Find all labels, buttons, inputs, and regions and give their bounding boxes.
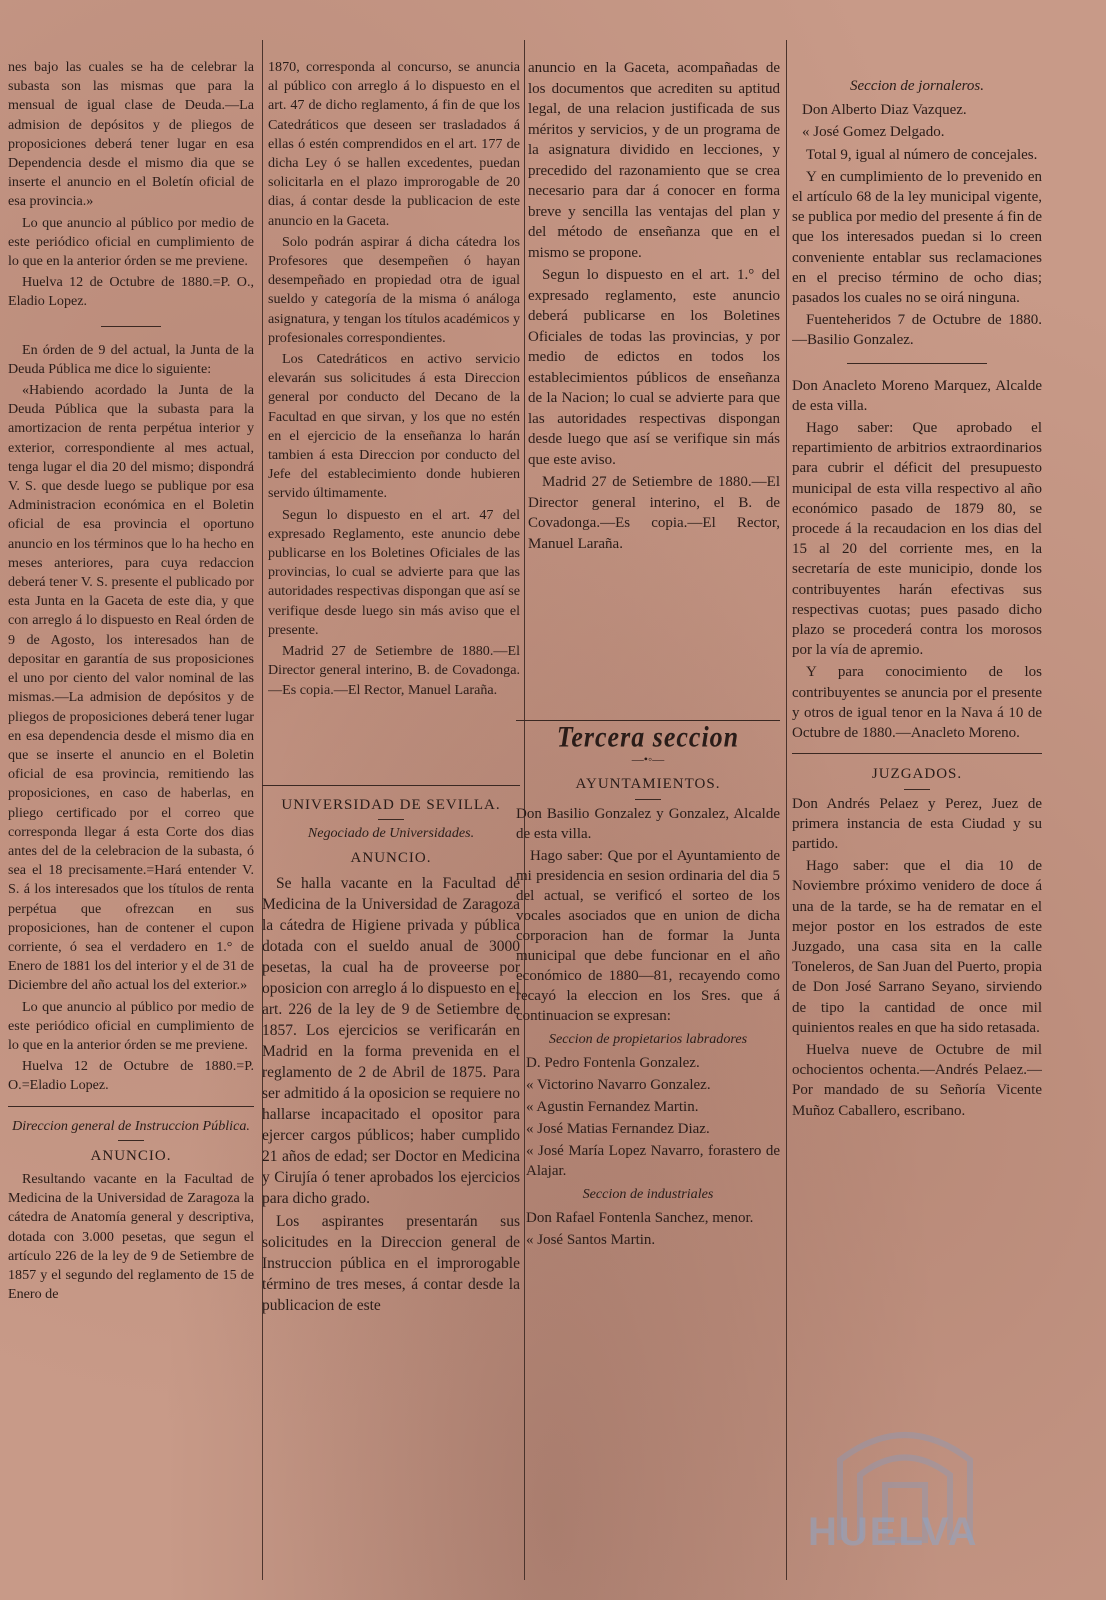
juzgados-heading: JUZGADOS. xyxy=(871,766,963,783)
col2-paragraph: Los aspirantes presentarán sus solicitudes en la Direccion general de Instruccion pública en el improrogable término de tres meses, á contar desde la publicacion de este xyxy=(262,1212,520,1314)
col1-paragraph: Resultando vacante en la Facultad de Medicina de la Universidad de Zaragoza la cátedra de Anatomía general y descriptiva, dotada con 3.000 pesetas, que segun el artículo 226 de la ley de 9 de Setiembre de 1857 y el segundo del reglamento de 15 de Enero de xyxy=(8,1170,254,1303)
col3-paragraph: Don Basilio Gonzalez y Gonzalez, Alcalde de esta villa. xyxy=(516,805,780,842)
col4-paragraph: Don Anacleto Moreno Marquez, Alcalde de esta villa. xyxy=(792,377,1042,414)
list-item: « Agustin Fernandez Martin. xyxy=(526,1098,699,1115)
anuncio-heading: ANUNCIO. xyxy=(90,1147,172,1164)
column-4 xyxy=(792,58,1042,1538)
short-divider xyxy=(635,799,661,800)
divider xyxy=(847,363,987,364)
col4-paragraph: Hago saber: Que aprobado el repartimiento de arbitrios extraordinarios para cubrir el déficit del presupuesto municipal de esta villa respectivo al año económico pasado de 1879 80, se procede á la recaudacion en los dias del 15 al 20 del corriente mes, en la secretaría de este municipio, donde los contribuyentes harán efectivas sus respectivas cuotas; pues pasado dicho plazo se procederá contra los morosos por la vía de apremio. xyxy=(792,420,1042,659)
negociado-heading: Negociado de Universidades. xyxy=(307,825,475,842)
column-3-top xyxy=(528,58,780,758)
col2-paragraph: Segun lo dispuesto en el art. 47 del expresado Reglamento, este anuncio debe publicarse en los Boletines Oficiales de las provincias, lo cual se advierte para que las autoridades respectivas dispongan que así se verifique desde luego sin más aviso que el presente. xyxy=(268,506,520,638)
col2-paragraph: Los Catedráticos en activo servicio elevarán sus solicitudes á esta Direccion general por conducto del Decano de la Facultad en que sirvan, y los que no estén en el ejercicio de la enseñanza lo harán tambien á esta Direccion por conducto del Jefe del establecimiento donde hubieren servido últimamente. xyxy=(268,351,520,502)
col1-paragraph: Lo que anuncio al público por medio de este periódico oficial en cumplimiento de lo que en la anterior órden se me previene. xyxy=(8,214,254,270)
subsection-heading: Seccion de jornaleros. xyxy=(850,78,984,94)
col3-paragraph: anuncio en la Gaceta, acompañadas de los documentos que acrediten su aptitud legal, de una relacion justificada de sus méritos y servicios, y de un programa de la asignatura dividido en lecciones, y precedido del razonamiento que se crea necesario para dar á conocer en forma breve y sencilla las ventajas del plan y del método de enseñanza que en el mismo se propone. xyxy=(528,60,780,261)
col3-paragraph: Segun lo dispuesto en el art. 1.° del expresado reglamento, este anuncio deberá publicarse en los Boletines Oficiales de todas las provincias, y por medio de edictos en todos los establecimientos públicos de enseñanza de la Nacion; lo cual se advierte para que las autoridades respectivas dispongan desde luego que así se verifique sin más que este aviso. xyxy=(528,267,780,468)
col1-paragraph: Lo que anuncio al público por medio de este periódico oficial en cumplimiento de lo que en la anterior órden se me previene. xyxy=(8,998,254,1053)
col2-signature: Madrid 27 de Setiembre de 1880.—El Director general interino, B. de Covadonga.—Es copia.—El Rector, Manuel Laraña. xyxy=(268,643,520,698)
list-item: D. Pedro Fontenla Gonzalez. xyxy=(526,1054,700,1071)
col4-signature: Huelva nueve de Octubre de mil ochocientos ochenta.—Andrés Pelaez.—Por mandado de su Señoría Vicente Muñoz Caballero, escribano. xyxy=(792,1041,1042,1119)
col1-paragraph: «Habiendo acordado la Junta de la Deuda Pública que la subasta para la amortizacion de renta perpétua interior y exterior, correspondiente al mes actual, tenga lugar el dia 20 del mismo; dispondrá V. S. que desde luego se publique por esa Administracion económica en el Boletin oficial de esa provincia el oportuno anuncio en los términos que lo ha hecho en meses anteriores, para cuya redaccion deberá tener V. S. presente el publicado por esta Junta en la Gaceta de este dia, y que con arreglo á lo dispuesto en Real órden de 9 de Agosto, los interesados han de depositar en garantía de sus proposiciones el uno por ciento del valor nominal de las mismas.—La admision de depósitos y de pliegos de proposiciones deberá tener lugar en esa dependencia desde el mismo dia en que se inserte el anuncio en el Boletin oficial de esa provincia, remitiendo las proposiciones, en caso de haberlas, en pliego certificado por el correo que corresponda llegar á esta Corte dos dias antes del de la celebracion de la subasta, ó sea el 18 precisamente.=Hará entender V. S. á los interesados que los títulos de renta perpétua que ofrezcan en sus proposiciones, han de contener el cupon corriente, ó sea el verdadero en 1.° de Enero de 1881 los del interior y el de 31 de Diciembre del año actual los del exterior.» xyxy=(8,382,254,994)
col4-paragraph: Y para conocimiento de los contribuyentes se anuncia por el presente y otros de igual tenor en la Nava á 10 de Octubre de 1880.—Anacleto Moreno. xyxy=(792,664,1042,742)
list-item: « José Matias Fernandez Diaz. xyxy=(526,1120,710,1137)
column-rule-3 xyxy=(786,40,787,1580)
list-item: « Victorino Navarro Gonzalez. xyxy=(526,1076,711,1093)
list-item: Don Alberto Diaz Vazquez. xyxy=(802,102,967,119)
column-3-bottom xyxy=(516,720,780,1540)
col4-paragraph: Hago saber: que el dia 10 de Noviembre próximo venidero de doce á una de la tarde, se ha de rematar en el mejor postor en los estrados de este Juzgado, una casa sita en la calle Toneleros, de San Juan del Puerto, propia de Don José Sarrano Seyano, sirviendo de tipo la cantidad de once mil quinientos reales en que ha sido retasada. xyxy=(792,858,1042,1036)
section-heading: Direccion general de Instruccion Pública. xyxy=(12,1117,250,1134)
university-heading: UNIVERSIDAD DE SEVILLA. xyxy=(281,797,501,813)
column-2-bottom xyxy=(262,785,520,1535)
column-1 xyxy=(8,58,254,1588)
divider xyxy=(262,785,520,786)
subsection-heading: Seccion de propietarios labradores xyxy=(548,1030,748,1047)
col2-paragraph: Solo podrán aspirar á dicha cátedra los Profesores que desempeñen ó hayan desempeñado en propiedad otra de igual sueldo y categoría de la misma ó análoga asignatura, y tengan los títulos académicos y profesionales correspondientes. xyxy=(268,233,520,346)
col3-signature: Madrid 27 de Setiembre de 1880.—El Director general interino, el B. de Covadonga.—Es copia.—El Rector, Manuel Laraña. xyxy=(528,474,780,552)
divider xyxy=(792,753,1042,754)
list-item: « José Gomez Delgado. xyxy=(802,124,945,141)
col1-signature: Huelva 12 de Octubre de 1880.=P. O.=Eladio Lopez. xyxy=(8,1058,254,1094)
col3-paragraph: Hago saber: Que por el Ayuntamiento de mi presidencia en sesion ordinaria del dia 5 del actual, se verificó el sorteo de los vocales asociados que en union de dicha corporacion han de formar la Junta municipal que debe funcionar en el año económico de 1880—81, recayendo como recayó la eleccion en los Sres. que á continuacion se expresan: xyxy=(516,847,780,1024)
subsection-heading: Seccion de industriales xyxy=(582,1185,714,1202)
col2-paragraph: Se halla vacante en la Facultad de Medicina de la Universidad de Zaragoza la cátedra de Higiene privada y pública dotada con el sueldo anual de 3000 pesetas, la cual ha de proveerse por oposicion con arreglo á lo dispuesto en el art. 226 de la ley de 9 de Setiembre de 1857. Los ejercicios se verificarán en Madrid en la forma prevenida en el reglamento de 2 de Abril de 1875. Para ser admitido á la oposicion se requiere no hallarse incapacitado el opositor para ejercer cargos públicos; haber cumplido 21 años de edad; ser Doctor en Medicina y Cirujía ó tener aprobados los ejercicios para dicho grado. xyxy=(262,874,520,1207)
col4-paragraph: Total 9, igual al número de concejales. xyxy=(806,146,1038,163)
list-item: « José Santos Martin. xyxy=(526,1232,656,1249)
column-2-top xyxy=(268,58,520,778)
col1-signature: Huelva 12 de Octubre de 1880.=P. O., Eladio Lopez. xyxy=(8,274,254,310)
list-item: Don Rafael Fontenla Sanchez, menor. xyxy=(526,1210,754,1227)
col1-paragraph: En órden de 9 del actual, la Junta de la Deuda Pública me dice lo siguiente: xyxy=(8,341,254,377)
short-divider xyxy=(378,819,404,820)
divider xyxy=(101,326,161,327)
divider xyxy=(8,1106,254,1107)
stamp-text: HUELVA xyxy=(808,1510,979,1554)
col4-paragraph: Don Andrés Pelaez y Perez, Juez de primera instancia de esta Ciudad y su partido. xyxy=(792,795,1042,852)
ornament: —•◦— xyxy=(631,752,665,767)
short-divider xyxy=(904,789,930,790)
col2-paragraph: 1870, corresponda al concurso, se anuncia al público con arreglo á lo dispuesto en el art. 47 de dicho reglamento, á fin de que los Catedráticos que deseen ser trasladados á ellas ó estén comprendidos en el art. 177 de dicha Ley ó se hallen excedentes, puedan solicitarla en el plazo improrogable de 20 dias, á contar desde la publicacion de este anuncio en la Gaceta. xyxy=(268,59,520,229)
ayuntamientos-heading: AYUNTAMIENTOS. xyxy=(575,776,721,793)
anuncio-heading: ANUNCIO. xyxy=(350,850,432,867)
short-divider xyxy=(118,1140,144,1141)
section-title: Tercera seccion xyxy=(556,720,740,754)
col1-paragraph: nes bajo las cuales se ha de celebrar la subasta son las mismas que para la mensual de igual clase de Deuda.—La admision de depósitos y de pliegos de proposiciones deberá tener lugar en esa Dependencia desde el mismo dia que se inserte el anuncio en el Boletín oficial de esa provincia.» xyxy=(8,59,254,210)
col4-paragraph: Y en cumplimiento de lo prevenido en el artículo 68 de la ley municipal vigente, se publica por medio del presente á fin de que los interesados puedan si lo creen conveniente entablar sus reclamaciones en el preciso término de ocho dias; pasados los cuales no se oirá ninguna. xyxy=(792,168,1042,307)
list-item: « José María Lopez Navarro, forastero de Alajar. xyxy=(526,1142,780,1179)
col4-signature: Fuenteheridos 7 de Octubre de 1880.—Basilio Gonzalez. xyxy=(792,312,1042,349)
